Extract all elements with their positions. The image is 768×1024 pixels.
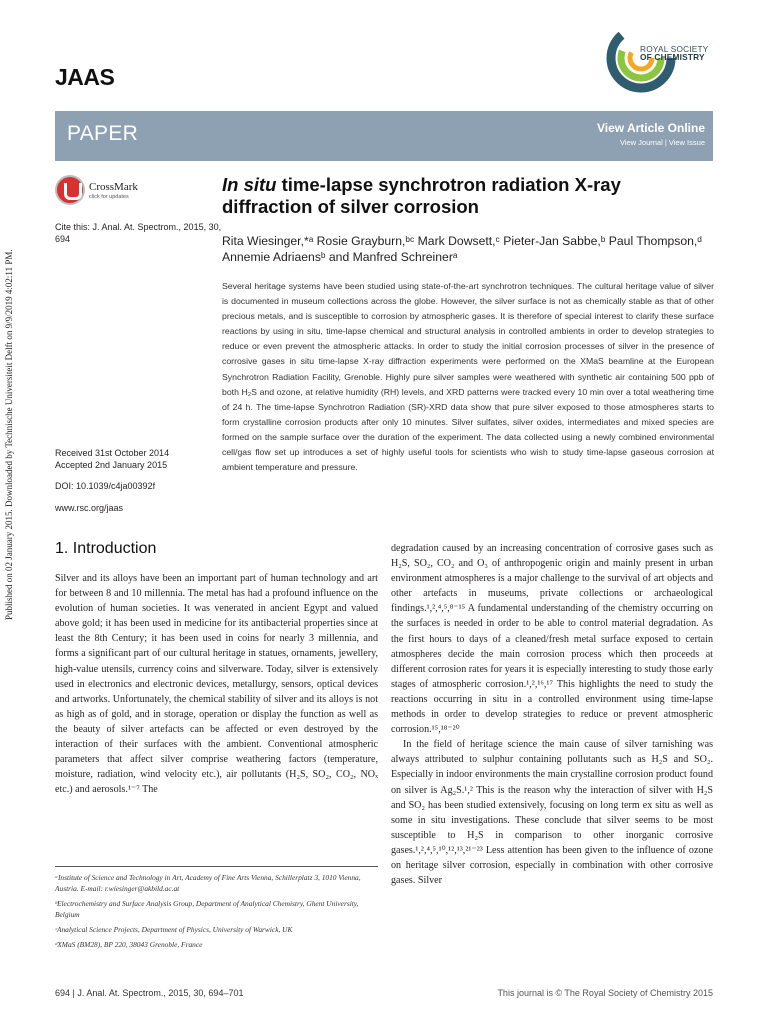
crossmark-sub: click for updates	[89, 194, 129, 200]
body-column-left	[55, 571, 378, 797]
author-list: Rita Wiesinger,*ᵃ Rosie Grayburn,ᵇᶜ Mark Dowsett,ᶜ Pieter-Jan Sabbe,ᵇ Paul Thompson,ᵈ Annemie Adriaensᵇ and Manfred Schreinerᵃ	[222, 234, 702, 264]
abstract: Several heritage systems have been studied using state-of-the-art synchrotron techniques. The cultural heritage value of silver is documented in museum collections across the globe. However, the silver surface is not as chemically stable as that of other precious metals, and is susceptible to corrosion by atmospheric gases. It is therefore of special interest to clarify these surface reactions by using in situ, time-lapse chemical and structural analysis in controlled ambients in order to develop strategies to reduce or even prevent the atmospheric attacks. In order to study the initial corrosion processes of silver in the presence of corrosive gases in situ time-lapse X-ray diffraction experiments were performed on the XMaS beamline at the European Synchrotron Radiation Facility, Grenoble. Highly pure silver samples were weathered with synthetic air containing 500 ppb of both H₂S and ozone, at relative humidity (RH) levels, and XRD patterns were tracked every 10 min over a total weathering time of 24 h. The time-lapse Synchrotron Radiation (SR)-XRD data show that pure silver exposed to those atmospheres starts to form crystalline corrosion products after only 10 minutes. Silver sulfates, silver oxides, intermediates and mixed species are formed on the sample surface over the duration of the experiment. The data collected using a newly combined environmental cell/gas flow set up introduces a set of highly useful tools for scientists who wish to study time-lapse gaseous corrosion at ambient temperature and pressure.	[222, 281, 714, 473]
article-title	[222, 174, 702, 218]
crossmark-icon	[55, 175, 85, 205]
doi[interactable]: DOI: 10.1039/c4ja00392f	[55, 481, 156, 491]
page-footer-citation: 694 | J. Anal. At. Spectrom., 2015, 30, 694–701	[55, 988, 244, 998]
intro-paragraph-2: degradation caused by an increasing concentration of corrosive gases such as H₂S, SO₂, CO₂ and O₃ of anthropogenic origin and mainly present in urban environment atmospheres is a major challenge to the survival of art objects and other artefacts in museums, private collections or archaeological findings.¹,²,⁴,⁵,⁸⁻¹⁵ A fundamental understanding of the chemistry occurring on the surfaces is needed in order to be able to control material degradation. As the first hours to days of a cleaned/fresh metal surface exposed to certain atmospheres decide the main corrosion process which then proceeds at different corrosion rates for years it is especially interesting to study those early stages of atmospheric corrosion.¹,²,¹⁶,¹⁷ This highlights the need to study the reactions occurring in situ in a controlled environment using time-lapse methods in order to develop strategies to reduce or prevent atmospheric corrosion.¹⁵,¹⁸⁻²⁰	[391, 543, 713, 736]
footnote: ᶜAnalytical Science Projects, Department of Physics, University of Warwick, UK	[55, 925, 293, 934]
download-note: Published on 02 January 2015. Downloaded by Technische Universiteit Delft on 9/9/2019 4:02:11 PM.	[4, 249, 14, 620]
publisher-name: ROYAL SOCIETY OF CHEMISTRY	[640, 44, 709, 62]
online-links	[597, 121, 705, 147]
section-heading-introduction: 1. Introduction	[55, 540, 157, 557]
title-rest: time-lapse synchrotron radiation X-ray diffraction of silver corrosion	[222, 174, 621, 217]
footnote: ᵃInstitute of Science and Technology in Art, Academy of Fine Arts Vienna, Schillerplatz 3, 1010 Vienna, Austria. E-mail: r.wiesinger@akbild.ac.at	[55, 873, 361, 893]
body-column-right	[391, 541, 713, 888]
journal-website[interactable]: www.rsc.org/jaas	[55, 503, 124, 513]
received-date: Received 31st October 2014	[55, 448, 170, 458]
article-type-banner	[55, 111, 713, 161]
footnote: ᵇElectrochemistry and Surface Analysis Group, Department of Analytical Chemistry, Ghent University, Belgium	[55, 899, 359, 919]
intro-paragraph-1: Silver and its alloys have been an important part of human technology and art for between 8 and 10 millennia. The metal has had a profound influence on the evolution of human societies. It was venerated in ancient Egypt and valued above gold; it has been used in medicine for its antibacterial properties since at least the 8th Century; it has been used in coins for nearly 3 millennia, and forms a significant part of our cultural heritage in statues, ornaments, jewellery, high-value utensils, currency coins and silverware. Today, silver is extensively used in electronics and electronic devices, metallurgy, sensors, optical devices and artworks. Unfortunately, the chemical stability of silver and its alloys is not as high as of gold, and in storage, operation or display the function as well as the beauty of silver artefacts can be affected or even destroyed by the interaction of their surfaces with the ambient. Conventional atmospheric parameters that affect silver comprise weathering factors (temperature, moisture, radiation, wind velocity etc.), air pollutants (H₂S, SO₂, CO₂, NOₓ etc.) and aerosols.¹⁻⁷ The	[55, 573, 378, 796]
article-type: PAPER	[67, 122, 139, 145]
page-footer-copyright: This journal is © The Royal Society of Chemistry 2015	[497, 988, 713, 998]
crossmark-label: CrossMark	[89, 181, 138, 193]
intro-paragraph-3: In the field of heritage science the main cause of silver tarnishing was always attributed to sulphur containing pollutants such as H₂S and SO₂. Especially in indoor environments the main crystalline corrosion product found on silver is Ag₂S.¹,² This is the reason why the interaction of silver with H₂S and SO₂ has been studied extensively, focusing on long term ex situ as well as some in situ investigations. These conclude that silver seems to be most susceptible to H₂S in comparison to other inorganic corrosive gases.¹,²,⁴,⁵,¹⁰,¹²,¹³,²¹⁻²³ Less attention has been given to the influence of ozone on heritage silver corrosion, especially in combination with other corrosive gases. Silver	[391, 739, 713, 887]
accepted-date: Accepted 2nd January 2015	[55, 460, 168, 470]
view-journal-issue-links[interactable]: View Journal | View Issue	[619, 138, 705, 147]
journal-name[interactable]: JAAS	[55, 64, 115, 90]
citation: Cite this: J. Anal. At. Spectrom., 2015, 30, 694	[55, 222, 222, 244]
history-dates	[55, 447, 225, 471]
footnote: ᵈXMaS (BM28), BP 220, 38043 Grenoble, France	[55, 940, 203, 949]
crossmark-badge[interactable]	[55, 175, 145, 209]
title-italic: In situ	[222, 174, 277, 195]
affiliation-footnotes	[55, 872, 378, 954]
footnote-divider	[55, 866, 378, 867]
view-article-online-link[interactable]: View Article Online	[596, 121, 705, 135]
